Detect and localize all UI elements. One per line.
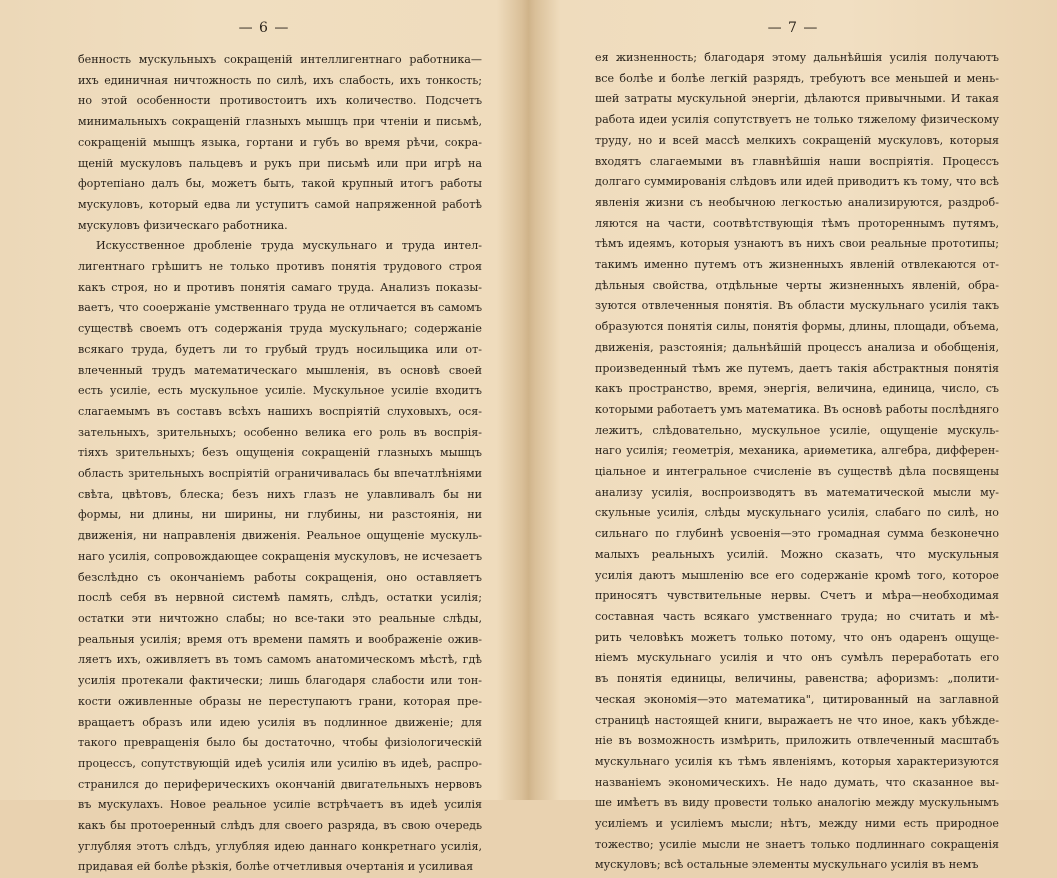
text-line: реальныя усилія; время отъ времени память и воображеніе ожив-: [78, 632, 482, 646]
text-line: въ мускулахъ. Новое реальное усиліе встрѣчаетъ въ идеѣ усилія: [78, 798, 482, 812]
text-line: зуются отвлеченныя понятія. Въ области мускульнаго усилія такъ: [595, 299, 999, 313]
text-line: сильнаго по глубинѣ усвоенія—это громадная сумма безконечно: [595, 527, 999, 541]
text-line: работа идеи усилія сопутствуетъ не только тяжелому физическому: [595, 113, 999, 127]
text-line: влеченный трудъ математическаго мышленія, въ основѣ своей: [78, 363, 482, 377]
text-line: явленія жизни съ необычною легкостью анализируются, раздроб-: [595, 195, 999, 209]
text-line: ніе въ возможность измѣрить, приложить отвлеченный масштабъ: [595, 734, 999, 748]
text-line: лигентнаго грѣшитъ не только противъ понятія трудового строя: [78, 260, 482, 274]
text-line: произведенный тѣмъ же путемъ, даетъ такія абстрактныя понятія: [595, 361, 999, 375]
text-line: Искусственное дробленіе труда мускульнаго и труда интел-: [96, 239, 482, 253]
text-line: страницѣ настоящей книги, выражаетъ не что иное, какъ убѣжде-: [595, 713, 999, 727]
text-line: всякаго труда, будетъ ли то грубый трудъ носильщика или от-: [78, 342, 482, 356]
left-page: [0, 0, 528, 874]
text-line: ляетъ ихъ, оживляетъ въ томъ самомъ анатомическомъ мѣстѣ, гдѣ: [78, 653, 482, 667]
text-line: названіемъ экономическихъ. Не надо думать, что сказанное вы-: [595, 775, 999, 789]
text-line: область зрительныхъ воспріятій ограничивалась бы впечатлѣніями: [78, 467, 482, 481]
text-line: сокращеній мышцъ языка, гортани и губъ во время рѣчи, сокра-: [78, 135, 482, 149]
text-line: шей затраты мускульной энергіи, дѣлаются привычными. И такая: [595, 92, 999, 106]
text-line: мускуловъ; всѣ остальные элементы мускульнаго усилія въ немъ: [595, 858, 979, 872]
text-line: но этой особенности противостоитъ ихъ количество. Подсчетъ: [78, 94, 482, 108]
text-line: лежитъ, слѣдовательно, мускульное усиліе, ощущеніе мускуль-: [595, 423, 999, 437]
text-line: безслѣдно съ окончаніемъ работы сокращенія, оно оставляетъ: [78, 570, 482, 584]
text-line: усилія протекали фактически; лишь благодаря слабости или тон-: [78, 674, 482, 688]
text-line: слагаемымъ въ составъ всѣхъ нашихъ воспріятій слуховыхъ, ося-: [78, 404, 482, 418]
text-line: образуются понятія силы, понятія формы, длины, площади, объема,: [595, 320, 999, 334]
text-line: бенность мускульныхъ сокращеній интеллигентнаго работника—: [78, 53, 482, 66]
text-line: кости оживленные образы не переступаютъ грани, которая пре-: [78, 694, 482, 708]
text-line: составная часть всякаго умственнаго труда; но считать и мѣ-: [595, 609, 999, 623]
text-line: свѣта, цвѣтовъ, блеска; безъ нихъ глазъ не улавливалъ бы ни: [78, 487, 482, 501]
page-text: [78, 50, 482, 878]
text-line: остатки эти ничтожно слабы; но все-таки это реальные слѣды,: [78, 611, 482, 625]
text-line: ціальное и интегральное счисленіе въ существѣ дѣла посвящены: [595, 465, 999, 479]
right-page: [529, 0, 1057, 872]
text-line: ихъ единичная ничтожность по силѣ, ихъ слабость, ихъ тонкость;: [78, 73, 482, 87]
text-line: анализу усилія, воспроизводятъ въ математической мысли му-: [595, 485, 999, 499]
text-line: движенія, разстоянія; дальнѣйшій процессъ анализа и обобщенія,: [595, 340, 999, 354]
text-line: долгаго суммированія слѣдовъ или идей приводитъ къ тому, что всѣ: [595, 175, 999, 189]
text-line: ваетъ, что сооержаніе умственнаго труда не отличается въ самомъ: [78, 301, 482, 315]
text-line: приносятъ чувствительные нервы. Счетъ и мѣра—необходимая: [595, 589, 999, 603]
text-line: ляются на части, соотвѣтствующія тѣмъ протореннымъ путямъ,: [595, 216, 999, 230]
text-line: фортепіано далъ бы, можетъ быть, такой крупный итогъ работы: [78, 177, 482, 191]
page-number: — 6 —: [238, 20, 290, 36]
text-line: дѣльныя свойства, отдѣльные черты жизненныхъ явленій, обра-: [595, 278, 999, 292]
text-line: ческая экономія—это математика", цитированный на заглавной: [595, 692, 999, 706]
text-line: такого превращенія было бы достаточно, чтобы физіологическій: [78, 736, 482, 750]
text-line: какъ бы протоеренный слѣдъ для своего разряда, въ свою очередь: [78, 819, 482, 833]
text-line: щеній мускуловъ пальцевъ и рукъ при письмѣ или при игрѣ на: [78, 156, 482, 170]
text-line: ше имѣетъ въ виду провести только аналогію между мускульнымъ: [595, 796, 999, 810]
text-line: тіяхъ зрительныхъ; безъ ощущенія сокращеній глазныхъ мышцъ: [78, 446, 482, 460]
text-line: процессъ, сопутствующій идеѣ усилія или усилію въ идеѣ, распро-: [78, 756, 482, 770]
text-line: есть усиліе, есть мускульное усиліе. Мускульное усиліе входитъ: [78, 384, 482, 398]
text-line: мускуловъ, который едва ли уступитъ самой напряженной работѣ: [78, 197, 482, 211]
text-line: ніемъ мускульнаго усилія и что онъ сумѣлъ переработать его: [595, 651, 999, 665]
text-line: въ понятія единицы, величины, равенства; афоризмъ: „полити-: [595, 672, 999, 686]
text-line: минимальныхъ сокращеній глазныхъ мышцъ при чтеніи и письмѣ,: [78, 115, 482, 129]
text-line: мускульнаго усилія къ тѣмъ явленіямъ, которыя характеризуются: [595, 754, 999, 768]
text-line: движенія, ни направленія движенія. Реальное ощущеніе мускуль-: [78, 529, 482, 543]
text-line: такимъ именно путемъ отъ жизненныхъ явленій отвлекаются от-: [595, 258, 999, 272]
text-line: зательныхъ, зрительныхъ; особенно велика его роль въ воспрія-: [78, 425, 482, 439]
text-line: придавая ей болѣе рѣзкія, болѣе отчетливыя очертанія и усиливая: [78, 860, 474, 874]
text-line: формы, ни длины, ни ширины, ни глубины, ни разстоянія, ни: [78, 508, 482, 522]
page-text: [595, 48, 999, 876]
text-line: наго усилія, сопровождающее сокращенія мускуловъ, не исчезаетъ: [78, 549, 482, 563]
page-number: — 7 —: [767, 20, 819, 36]
text-line: входятъ слагаемыми въ главнѣйшія наши воспріятія. Процессъ: [595, 154, 999, 168]
text-line: малыхъ реальныхъ усилій. Можно сказать, что мускульныя: [595, 547, 999, 561]
text-line: труду, но и всей массѣ мелкихъ сокращеній мускуловъ, которыя: [595, 133, 999, 147]
text-line: тожество; усиліе мысли не знаетъ только подлиннаго сокращенія: [595, 837, 999, 851]
text-line: какъ пространство, время, энергія, величина, единица, число, съ: [595, 382, 999, 396]
text-line: послѣ себя въ нервной системѣ память, слѣдъ, остатки усилія;: [78, 591, 482, 605]
text-line: скульные усилія, слѣды мускульнаго усилія, слабаго по силѣ, но: [595, 506, 999, 520]
text-line: тѣмъ идеямъ, которыя узнаютъ въ нихъ свои реальные прототипы;: [595, 237, 999, 251]
text-line: существѣ своемъ отъ содержанія труда мускульнаго; содержаніе: [78, 322, 482, 336]
text-line: рить человѣкъ можетъ только потому, что онъ одаренъ ощуще-: [595, 630, 999, 644]
text-line: усилія даютъ мышленію все его содержаніе кромѣ того, которое: [595, 568, 999, 582]
text-line: вращаетъ образъ или идею усилія въ подлинное движеніе; для: [78, 715, 482, 729]
text-line: усиліемъ и усиліемъ мысли; нѣтъ, между ними есть природное: [595, 817, 999, 831]
text-line: которыми работаетъ умъ математика. Въ основѣ работы послѣдняго: [595, 402, 999, 416]
text-line: углубляя этотъ слѣдъ, углубляя идею даннаго конкретнаго усилія,: [78, 839, 482, 853]
text-line: все болѣе и болѣе легкій разрядъ, требуютъ все меньшей и мень-: [595, 71, 999, 85]
text-line: ея жизненность; благодаря этому дальнѣйшія усилія получаютъ: [595, 51, 999, 64]
text-line: странился до периферическихъ окончаній двигательныхъ нервовъ: [78, 777, 482, 791]
text-line: какъ строя, но и противъ понятія самаго труда. Анализъ показы-: [78, 280, 482, 294]
text-line: мускуловъ физическаго работника.: [78, 218, 288, 232]
text-line: наго усилія; геометрія, механика, ариѳметика, алгебра, дифферен-: [595, 444, 999, 458]
